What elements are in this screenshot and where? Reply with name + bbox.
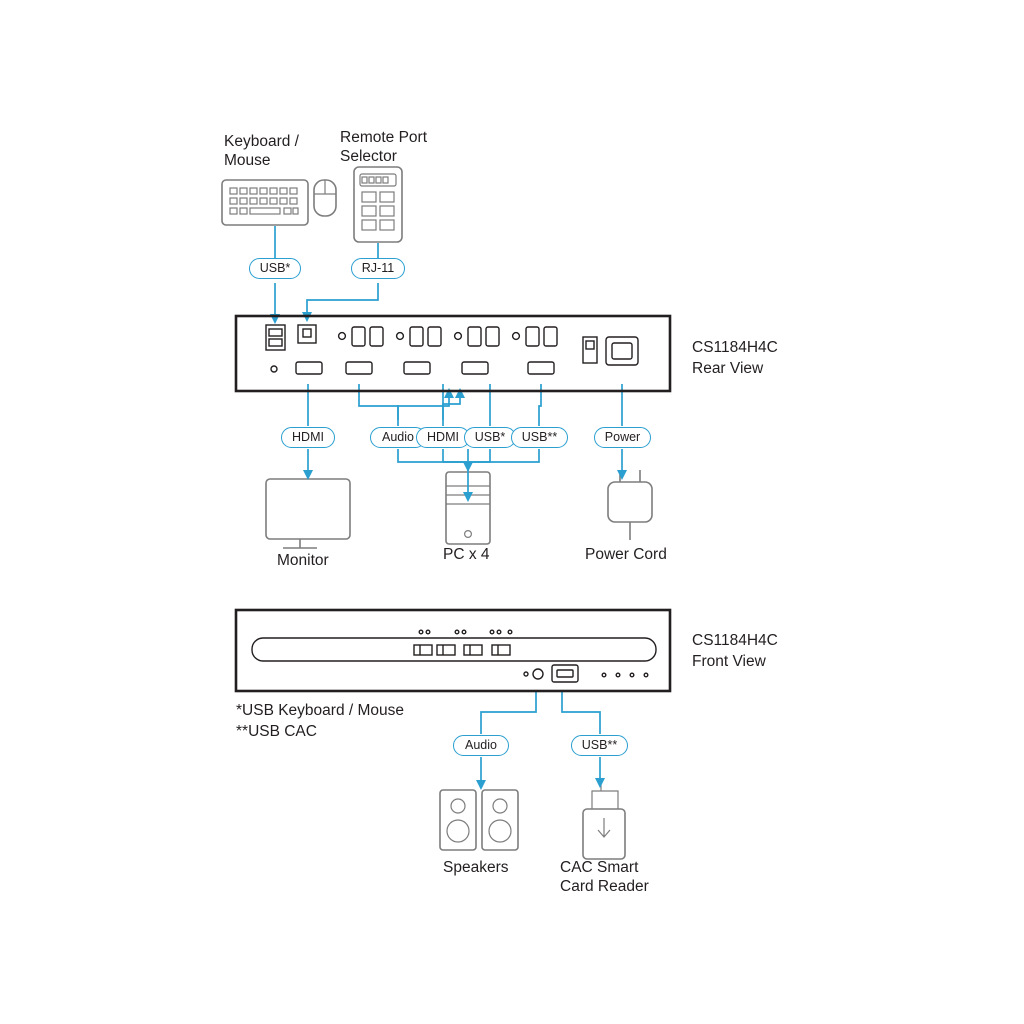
front-device-label-line1: CS1184H4C <box>692 632 778 649</box>
pc-label: PC x 4 <box>443 546 490 563</box>
remote-port-selector-label-line1: Remote Port <box>340 129 428 146</box>
keyboard-mouse-label-line2: Mouse <box>224 152 271 169</box>
speakers-label: Speakers <box>443 859 509 876</box>
connector-pill-usb-kbm[interactable]: USB* <box>249 258 301 279</box>
rear-device-label-line2: Rear View <box>692 360 764 377</box>
monitor-label: Monitor <box>277 552 329 569</box>
connector-pill-power[interactable]: Power <box>594 427 651 448</box>
connector-pill-usb-pc[interactable]: USB* <box>464 427 516 448</box>
connector-pill-audio-pc[interactable]: Audio <box>370 427 426 448</box>
keyboard-mouse-label-line1: Keyboard / <box>224 133 299 150</box>
connector-pill-rj11[interactable]: RJ-11 <box>351 258 405 279</box>
connector-pill-hdmi-monitor[interactable]: HDMI <box>281 427 335 448</box>
rear-device-label-line1: CS1184H4C <box>692 339 778 356</box>
front-device-label-line2: Front View <box>692 653 766 670</box>
connector-pill-hdmi-pc[interactable]: HDMI <box>416 427 470 448</box>
connector-pill-audio-front[interactable]: Audio <box>453 735 509 756</box>
footnote-line2: **USB CAC <box>236 723 317 740</box>
cac-label-line1: CAC Smart <box>560 859 639 876</box>
remote-port-selector-label-line2: Selector <box>340 148 397 165</box>
connector-pill-usb-cac-pc[interactable]: USB** <box>511 427 568 448</box>
cac-label-line2: Card Reader <box>560 878 649 895</box>
footnote-line1: *USB Keyboard / Mouse <box>236 702 405 719</box>
connector-pill-usb-cac-front[interactable]: USB** <box>571 735 628 756</box>
power-cord-label: Power Cord <box>585 546 667 563</box>
